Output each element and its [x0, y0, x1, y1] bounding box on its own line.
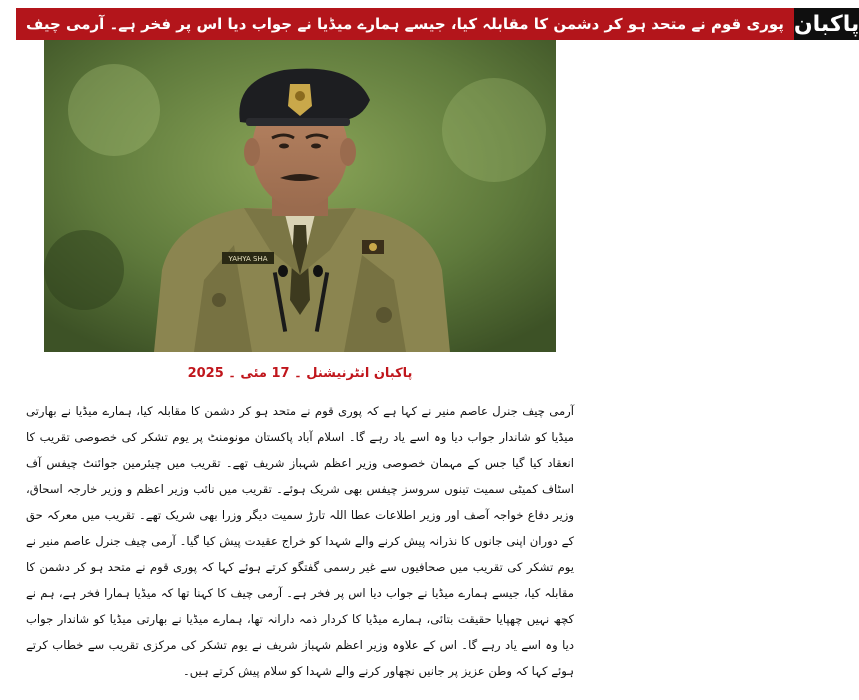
article-paragraph: آرمی چیف جنرل عاصم منیر نے کہا ہے کہ پوری قوم نے متحد ہو کر دشمن کا مقابلہ کیا، ہمارے میڈیا نے بھارتی میڈیا کو شاندار جواب دیا وہ اسے یاد رہے گا۔ اسلام آباد پاکستان مونومنٹ پر یوم تشکر کی خصوصی تقریب کا انعقاد کیا گیا جس کے مہمان خصوصی وزیر اعظم شہباز شریف تھے۔ تقریب میں چیئرمین جوائنٹ چیفس آف اسٹاف کمیٹی سمیت تینوں سروسز چیفس بھی شریک ہوئے۔ تقریب میں نائب وزیر اعظم و وزیر خارجہ اسحاق، وزیر دفاع خواجہ آصف اور وزیر اطلاعات عطا اللہ تارڑ سمیت دیگر وزرا بھی شریک تھے۔ تقریب میں معرکہ حق کے دوران اپنی جانوں کا نذرانہ پیش کرنے والے شہدا کو خراج عقیدت پیش کیا گیا۔ آرمی چیف جنرل عاصم منیر نے یوم تشکر کی تقریب میں صحافیوں سے غیر رسمی گفتگو کرتے ہوئے کہا کہ پوری قوم نے متحد ہو کر دشمن کا مقابلہ کیا، جیسے ہمارے میڈیا نے جواب دیا اس پر فخر ہے۔ آرمی چیف کا کہنا تھا کہ میڈیا ہمارا فخر ہے، ہم نے کچھ نہیں چھپایا حقیقت بتائی، ہمارے میڈیا کا کردار ذمہ دارانہ تھا، ہمارے میڈیا نے بھارتی میڈیا کو شاندار جواب دیا وہ اسے یاد رہے گا۔ اس کے علاوہ وزیر اعظم شہباز شریف نے یوم تشکر کی مرکزی تقریب سے خطاب کرتے ہوئے کہا کہ وطن عزیز پر جانیں نچھاور کرنے والے شہدا کو سلام پیش کرتے ہیں۔	[26, 404, 574, 678]
news-photo	[44, 40, 556, 352]
brand-logo: پاکبان	[794, 8, 859, 40]
name-tape: YAHYA SHA	[228, 255, 268, 263]
article-body	[26, 398, 574, 684]
dateline: پاکبان انٹرنیشنل ۔ 17 مئی ۔ 2025	[187, 366, 413, 381]
headline: پوری قوم نے متحد ہو کر دشمن کا مقابلہ کیا، جیسے ہمارے میڈیا نے جواب دیا اس پر فخر ہے۔ آرمی چیف	[16, 8, 794, 40]
header-banner	[16, 8, 859, 40]
